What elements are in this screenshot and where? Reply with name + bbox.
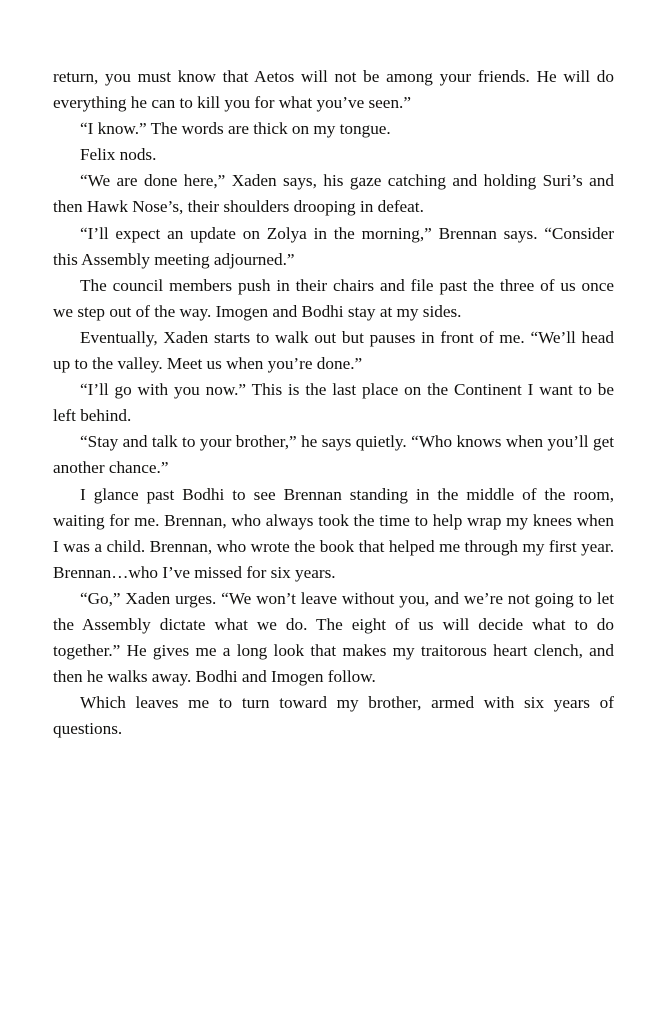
- paragraph: return, you must know that Aetos will not be among your friends. He will do everything he can to kill you for what you’ve seen.”: [53, 67, 614, 113]
- paragraph: “We are done here,” Xaden says, his gaze catching and holding Suri’s and then Hawk Nose’s, their shoulders drooping in defeat.: [53, 171, 614, 217]
- paragraph: “I’ll expect an update on Zolya in the morning,” Brennan says. “Consider this Assembly meeting adjourned.”: [53, 223, 614, 269]
- paragraph: Which leaves me to turn toward my brother, armed with six years of questions.: [53, 693, 614, 739]
- body-text-column: [53, 64, 614, 742]
- paragraph: Felix nods.: [80, 145, 157, 165]
- paragraph: “I know.” The words are thick on my tongue.: [80, 119, 391, 139]
- paragraph: “Stay and talk to your brother,” he says quietly. “Who knows when you’ll get another chance.”: [53, 432, 614, 478]
- paragraph: Eventually, Xaden starts to walk out but pauses in front of me. “We’ll head up to the valley. Meet us when you’re done.”: [53, 327, 614, 374]
- paragraph: The council members push in their chairs and file past the three of us once we step out of the way. Imogen and Bodhi stay at my sides.: [53, 275, 614, 321]
- paragraph: “Go,” Xaden urges. “We won’t leave without you, and we’re not going to let the Assembly dictate what we do. The eight of us will decide what to do together.” He gives me a long look that makes my traitorous heart clench, and then he walks away. Bodhi and Imogen follow.: [53, 588, 614, 687]
- paragraph: I glance past Bodhi to see Brennan standing in the middle of the room, waiting for me. Brennan, who always took the time to help wrap my knees when I was a child. Brennan, who wrote the book that helped me through my first year. Brennan…who I’ve missed for six years.: [53, 484, 614, 582]
- paragraph: “I’ll go with you now.” This is the last place on the Continent I want to be left behind.: [53, 380, 614, 426]
